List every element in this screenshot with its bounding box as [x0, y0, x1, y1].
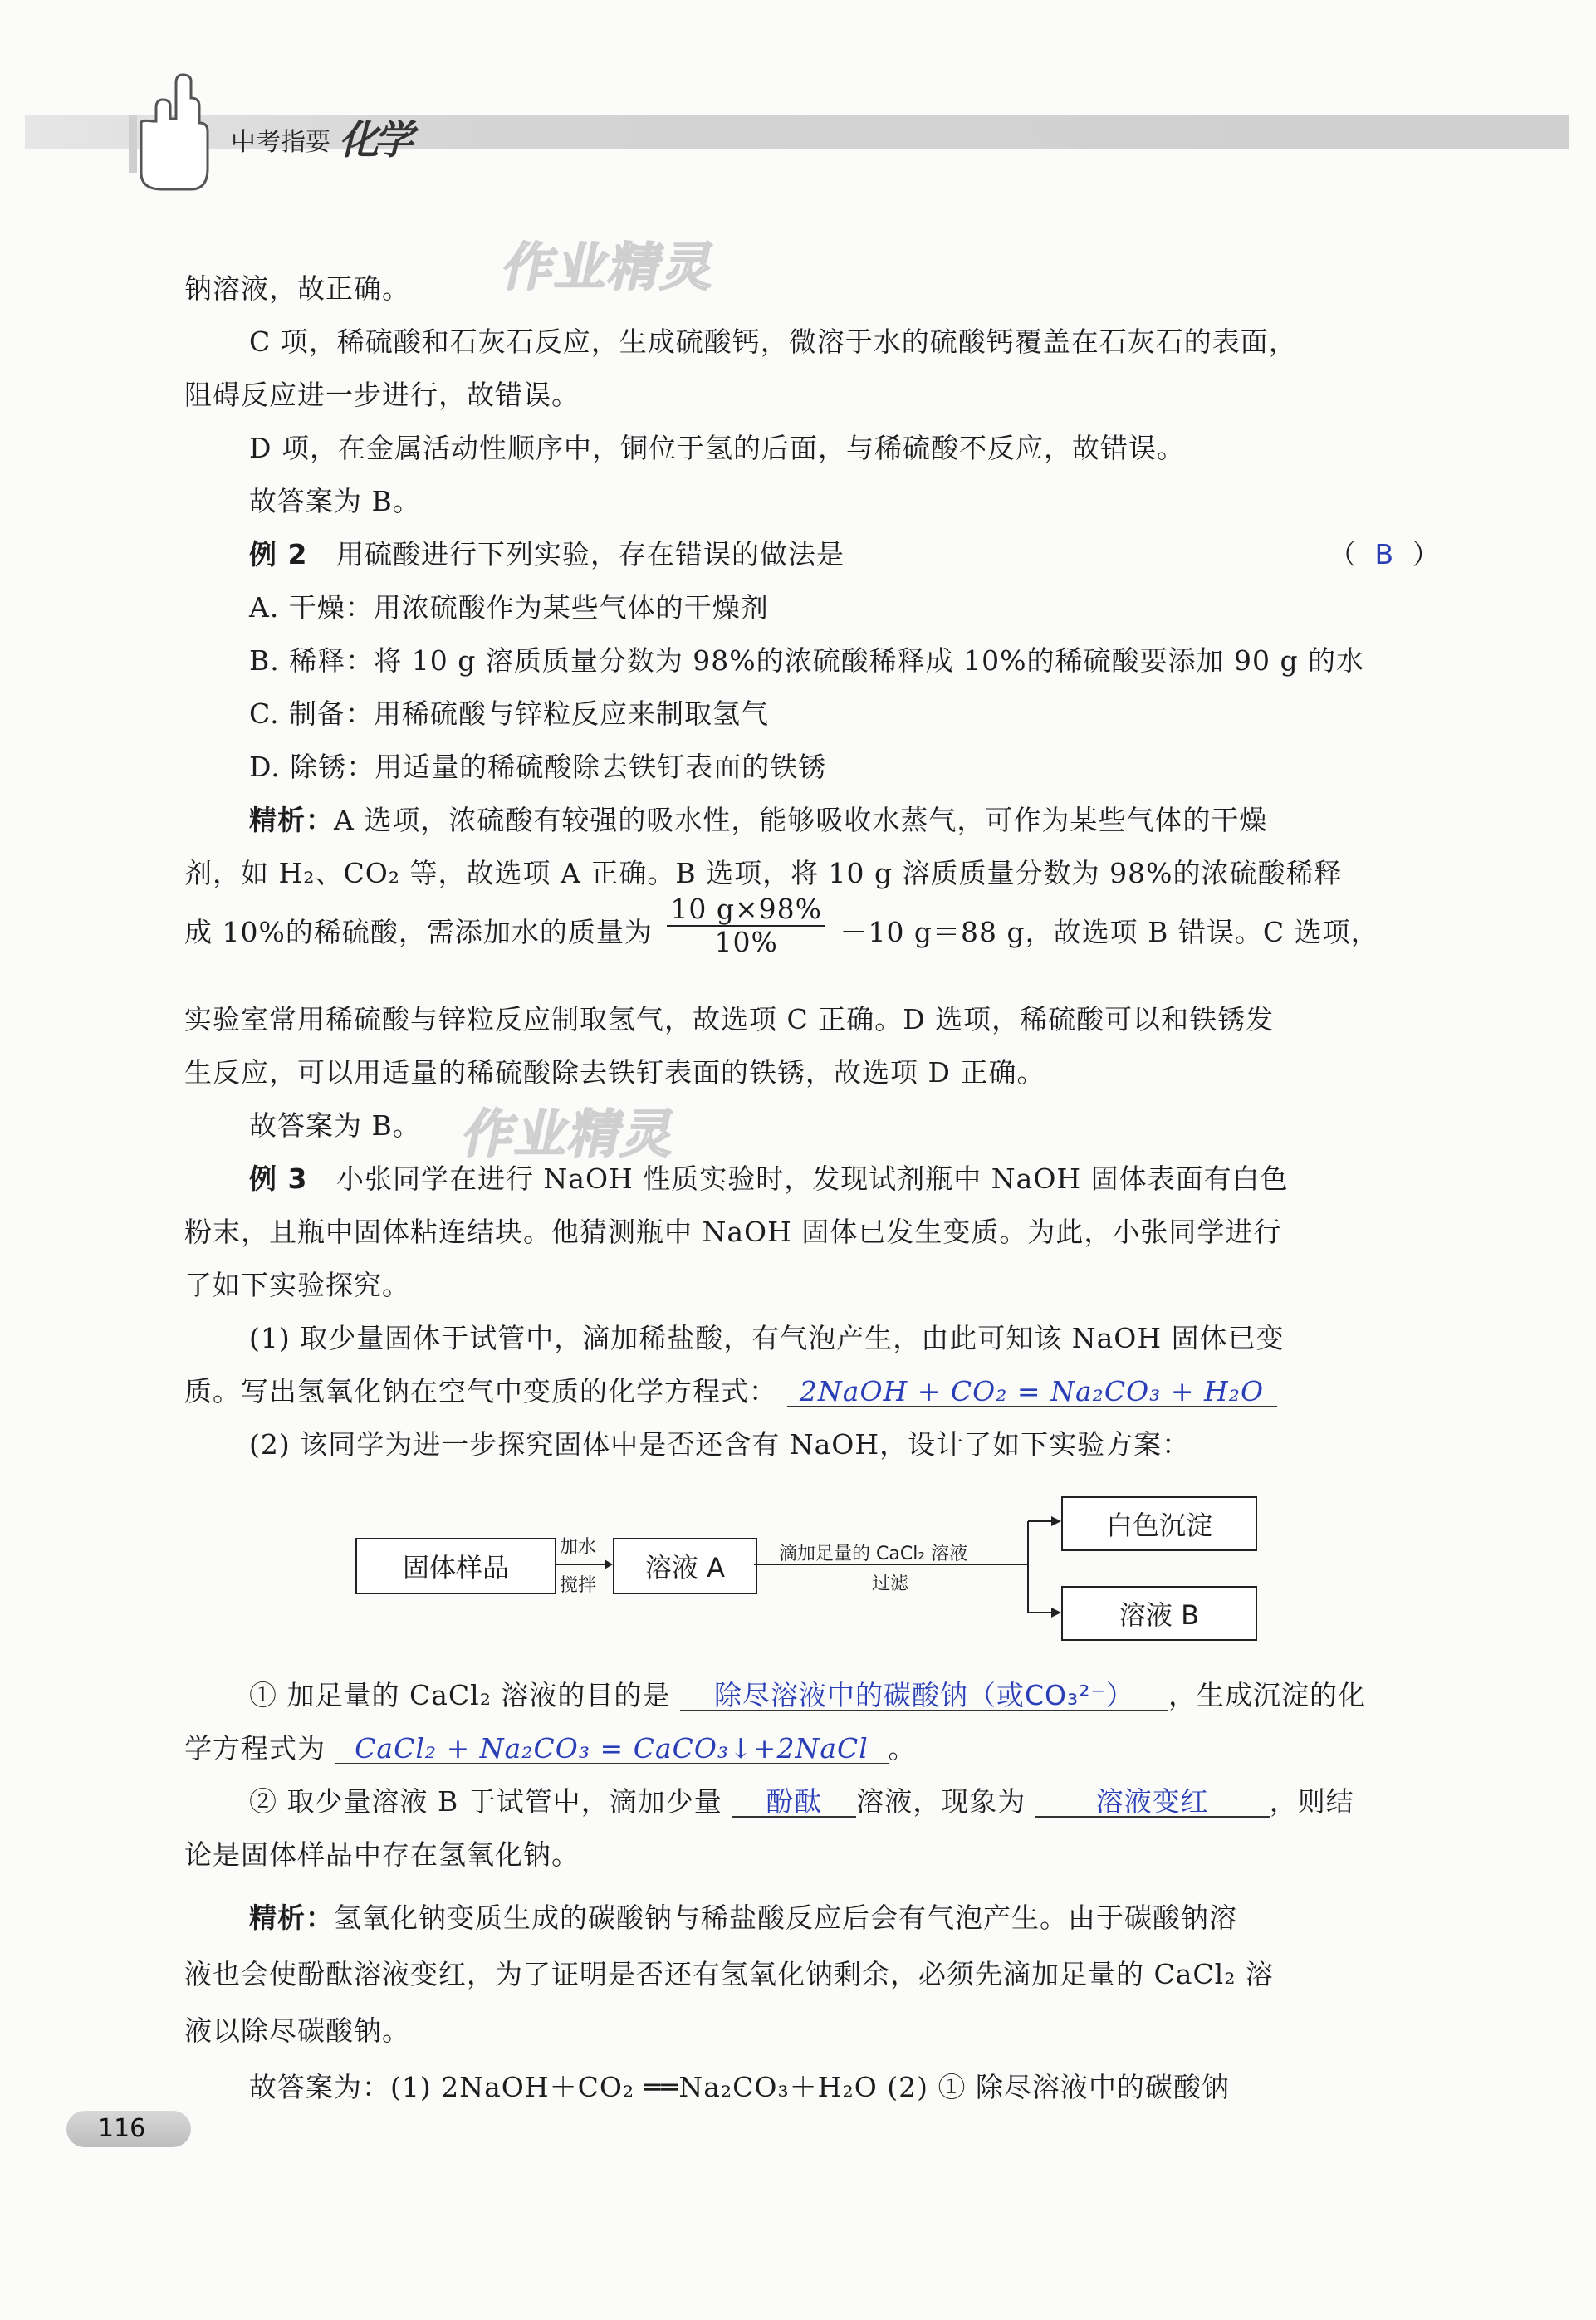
analysis-line: 生反应，可以用适量的稀硫酸除去铁钉表面的铁锈，故选项 D 正确。 — [184, 1056, 1045, 1089]
text: 质。写出氢氧化钠在空气中变质的化学方程式： — [184, 1375, 777, 1407]
page-number: 116 — [98, 2114, 146, 2143]
question-text: 小张同学在进行 NaOH 性质实验时，发现试剂瓶中 NaOH 固体表面有白色 — [335, 1162, 1289, 1195]
handwritten-answer: 溶液变红 — [1095, 1785, 1209, 1818]
option-c: C. 制备：用稀硫酸与锌粒反应来制取氢气 — [249, 697, 770, 730]
text-line: 故答案为 B。 — [249, 485, 421, 517]
arrow-label-bottom: 过滤 — [872, 1574, 909, 1594]
analysis-label: 精析： — [249, 1902, 334, 1934]
text: 。 — [888, 1732, 917, 1764]
analysis-label: 精析： — [249, 804, 334, 836]
handwritten-answer: CaCl₂ + Na₂CO₃ = CaCO₃↓+2NaCl — [355, 1732, 869, 1764]
box-solution-a: 溶液 A — [613, 1538, 757, 1594]
text: ，生成沉淀的化 — [1168, 1679, 1366, 1711]
answer-blank — [680, 1681, 1168, 1711]
example-label: 例 2 — [249, 538, 308, 570]
fraction-numerator: 10 g×98% — [667, 893, 825, 927]
box-solution-b: 溶液 B — [1061, 1586, 1257, 1641]
watermark: 作业精灵 — [458, 1104, 683, 1164]
example-2-question — [249, 538, 845, 571]
analysis-text: 氢氧化钠变质生成的碳酸钠与稀盐酸反应后会有气泡产生。由于碳酸钠溶 — [334, 1902, 1237, 1934]
handwritten-answer: 除尽溶液中的碳酸钠（或CO₃²⁻） — [713, 1679, 1134, 1711]
analysis-line: 剂，如 H₂、CO₂ 等，故选项 A 正确。B 选项，将 10 g 溶质质量分数为 98%的浓硫酸稀释 — [184, 857, 1343, 889]
answer-line: 故答案为：(1) 2NaOH＋CO₂ ══Na₂CO₃＋H₂O (2) ① 除尽溶液中的碳酸钠 — [249, 2071, 1230, 2103]
answer-blank — [335, 1732, 889, 1764]
text: ① 加足量的 CaCl₂ 溶液的目的是 — [249, 1679, 671, 1711]
text-line: 钠溶液，故正确。 — [184, 272, 410, 305]
text-line: C 项，稀硫酸和石灰石反应，生成硫酸钙，微溶于水的硫酸钙覆盖在石灰石的表面， — [249, 325, 1297, 358]
text: ② 取少量溶液 B 于试管中，滴加少量 — [249, 1785, 722, 1818]
analysis-line — [249, 1902, 1237, 1935]
text: ，则结 — [1269, 1785, 1354, 1818]
analysis-line: 液也会使酚酞溶液变红，为了证明是否还有氢氧化钠剩余，必须先滴加足量的 CaCl₂ 溶 — [184, 1958, 1274, 1990]
handwritten-answer: 2NaOH + CO₂ = Na₂CO₃ + H₂O — [799, 1375, 1265, 1407]
text-line: 了如下实验探究。 — [184, 1269, 410, 1301]
question-text: 用硫酸进行下列实验，存在错误的做法是 — [335, 538, 845, 570]
arrow-icon — [555, 1556, 613, 1573]
handwritten-answer: B — [1374, 538, 1395, 570]
page-number-badge — [66, 2111, 191, 2147]
pointing-hand-icon — [125, 73, 216, 198]
text-line: 阻碍反应进一步进行，故错误。 — [184, 379, 580, 411]
text-line: 粉末，且瓶中固体粘连结块。他猜测瓶中 NaOH 固体已发生变质。为此，小张同学进行 — [184, 1216, 1282, 1248]
example-3-question — [249, 1162, 1289, 1196]
subquestion-1-cont — [184, 1375, 1277, 1408]
answer-blank — [1035, 1785, 1270, 1818]
answer-blank — [787, 1375, 1277, 1407]
example-label: 例 3 — [249, 1162, 308, 1195]
answer-bracket — [1329, 538, 1441, 571]
analysis-text: A 选项，浓硫酸有较强的吸水性，能够吸收水蒸气，可作为某些气体的干燥 — [334, 804, 1268, 836]
arrow-label-top: 滴加足量的 CaCl₂ 溶液 — [779, 1544, 968, 1564]
subject-logo: 化学 — [339, 117, 409, 164]
analysis-line: 液以除尽碳酸钠。 — [184, 2014, 410, 2047]
subquestion-3 — [249, 1679, 1366, 1712]
handwritten-answer: 酚酞 — [766, 1785, 823, 1818]
box-solid-sample: 固体样品 — [355, 1538, 556, 1594]
arrow-label-top: 加水 — [560, 1537, 597, 1558]
text-line: 论是固体样品中存在氢氧化钠。 — [184, 1838, 580, 1871]
option-d: D. 除锈：用适量的稀硫酸除去铁钉表面的铁锈 — [249, 751, 827, 783]
analysis-text: 成 10%的稀硫酸，需添加水的质量为 — [184, 916, 653, 948]
text: 溶液，现象为 — [856, 1785, 1026, 1818]
fraction — [667, 893, 825, 958]
paren-open: （ — [1329, 538, 1357, 570]
analysis-line — [249, 804, 1267, 837]
subquestion-2: (2) 该同学为进一步探究固体中是否还含有 NaOH，设计了如下实验方案： — [249, 1428, 1191, 1461]
paren-close: ） — [1412, 538, 1441, 570]
watermark: 作业精灵 — [497, 237, 723, 297]
answer-blank — [732, 1785, 856, 1818]
text: 学方程式为 — [184, 1732, 326, 1764]
fraction-denominator: 10% — [714, 926, 778, 958]
book-title: 中考指要 — [231, 128, 330, 157]
analysis-text: －10 g＝88 g，故选项 B 错误。C 选项， — [840, 916, 1379, 948]
text-line: D 项，在金属活动性顺序中，铜位于氢的后面，与稀硫酸不反应，故错误。 — [249, 432, 1185, 464]
option-b: B. 稀释：将 10 g 溶质质量分数为 98%的浓硫酸稀释成 10%的稀硫酸要添加 90 g 的水 — [249, 644, 1365, 677]
subquestion-1: (1) 取少量固体于试管中，滴加稀盐酸，有气泡产生，由此可知该 NaOH 固体已变 — [249, 1322, 1285, 1354]
analysis-line: 实验室常用稀硫酸与锌粒反应制取氢气，故选项 C 正确。D 选项，稀硫酸可以和铁锈发 — [184, 1003, 1275, 1035]
arrow-label-bottom: 搅拌 — [560, 1575, 597, 1596]
subquestion-3-cont — [184, 1732, 917, 1765]
box-white-precipitate: 白色沉淀 — [1061, 1496, 1257, 1551]
subquestion-4 — [249, 1785, 1354, 1818]
option-a: A. 干燥：用浓硫酸作为某些气体的干燥剂 — [249, 591, 769, 624]
answer-line: 故答案为 B。 — [249, 1109, 421, 1142]
